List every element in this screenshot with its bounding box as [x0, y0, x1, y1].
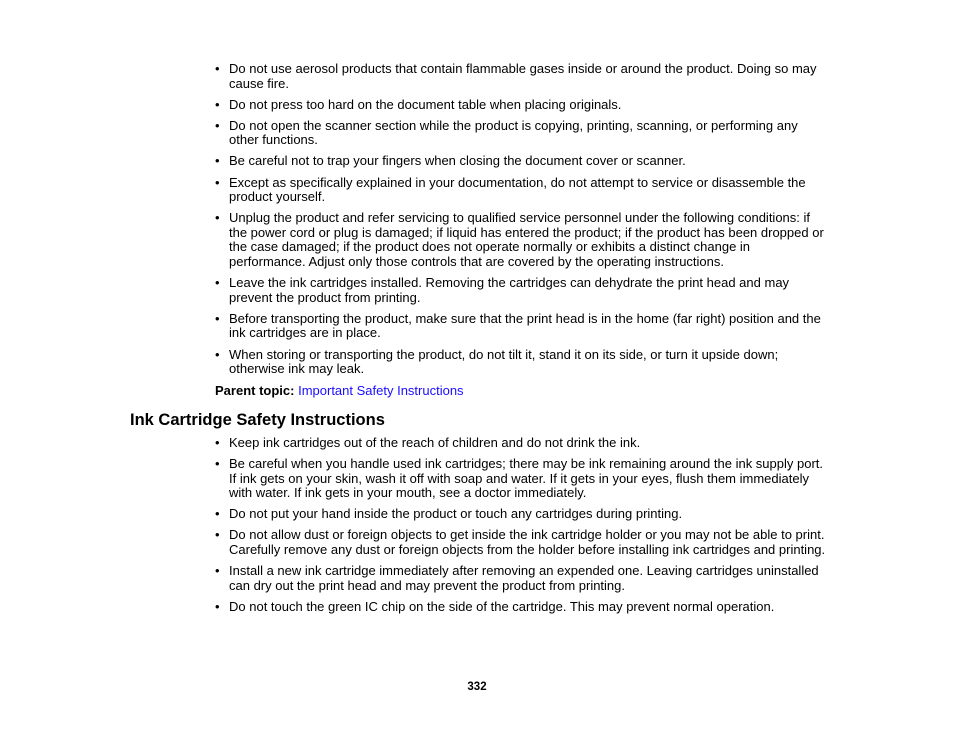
section-heading: Ink Cartridge Safety Instructions	[130, 411, 385, 429]
bullet-icon: •	[215, 275, 220, 291]
list-item-text: Be careful when you handle used ink cartridges; there may be ink remaining around the ink supply port. If ink gets on your skin, wash it off with soap and water. If it gets in your eyes, flush them immediately with water. If ink gets in your mouth, see a doctor immediately.	[229, 456, 824, 501]
list-item	[215, 62, 827, 91]
list-item-text: Do not put your hand inside the product or touch any cartridges during printing.	[229, 506, 683, 522]
list-item	[215, 507, 827, 522]
list-item	[215, 564, 827, 593]
safety-bullet-list	[215, 62, 827, 383]
bullet-icon: •	[215, 563, 220, 579]
parent-topic	[215, 383, 464, 398]
bullet-icon: •	[215, 527, 220, 543]
list-item	[215, 600, 827, 615]
bullet-icon: •	[215, 310, 220, 326]
bullet-icon: •	[215, 598, 220, 614]
list-item-text: Be careful not to trap your fingers when closing the document cover or scanner.	[229, 153, 686, 169]
list-item	[215, 154, 827, 169]
bullet-icon: •	[215, 456, 220, 472]
bullet-icon: •	[215, 435, 220, 450]
list-item-text: Do not open the scanner section while the product is copying, printing, scanning, or performing any other functions.	[229, 117, 798, 148]
ink-cartridge-bullet-list	[215, 436, 827, 621]
bullet-icon: •	[215, 61, 220, 76]
bullet-icon: •	[215, 117, 220, 133]
list-item-text: When storing or transporting the product, do not tilt it, stand it on its side, or turn it upside down; otherwise ink may leak.	[229, 346, 779, 377]
list-item-text: Do not touch the green IC chip on the side of the cartridge. This may prevent normal operation.	[229, 598, 775, 614]
bullet-icon: •	[215, 506, 220, 522]
bullet-icon: •	[215, 96, 220, 112]
list-item-text: Do not allow dust or foreign objects to get inside the ink cartridge holder or you may not be able to print. Carefully remove any dust or foreign objects from the holder before installing ink cartridges and printing.	[229, 527, 826, 558]
list-item-text: Except as specifically explained in your documentation, do not attempt to service or disassemble the product yourself.	[229, 174, 806, 205]
list-item	[215, 348, 827, 377]
list-item	[215, 457, 827, 501]
list-item-text: Keep ink cartridges out of the reach of children and do not drink the ink.	[229, 435, 641, 450]
list-item-text: Unplug the product and refer servicing to qualified service personnel under the following conditions: if the power cord or plug is damaged; if liquid has entered the product; if the product has been dropped or the case damaged; if the product does not operate normally or exhibits a distinct change in performance. Adjust only those controls that are covered by the operating instructions.	[229, 210, 824, 270]
list-item	[215, 98, 827, 113]
list-item	[215, 176, 827, 205]
list-item	[215, 119, 827, 148]
list-item	[215, 276, 827, 305]
parent-topic-link[interactable]: Important Safety Instructions	[298, 383, 464, 398]
list-item-text: Before transporting the product, make sure that the print head is in the home (far right) position and the ink cartridges are in place.	[229, 310, 821, 341]
parent-topic-label: Parent topic:	[215, 383, 295, 398]
bullet-icon: •	[215, 346, 220, 362]
list-item-text: Install a new ink cartridge immediately after removing an expended one. Leaving cartridges uninstalled can dry out the print head and may prevent the product from printing.	[229, 563, 819, 593]
list-item	[215, 312, 827, 341]
page-number: 332	[467, 681, 487, 693]
bullet-icon: •	[215, 153, 220, 169]
list-item-text: Do not press too hard on the document table when placing originals.	[229, 96, 622, 112]
list-item-text: Do not use aerosol products that contain flammable gases inside or around the product. Doing so may cause fire.	[229, 61, 817, 91]
bullet-icon: •	[215, 210, 220, 226]
list-item	[215, 436, 827, 451]
list-item-text: Leave the ink cartridges installed. Removing the cartridges can dehydrate the print head and may prevent the product from printing.	[229, 275, 790, 305]
list-item	[215, 211, 827, 269]
list-item	[215, 528, 827, 557]
bullet-icon: •	[215, 174, 220, 190]
